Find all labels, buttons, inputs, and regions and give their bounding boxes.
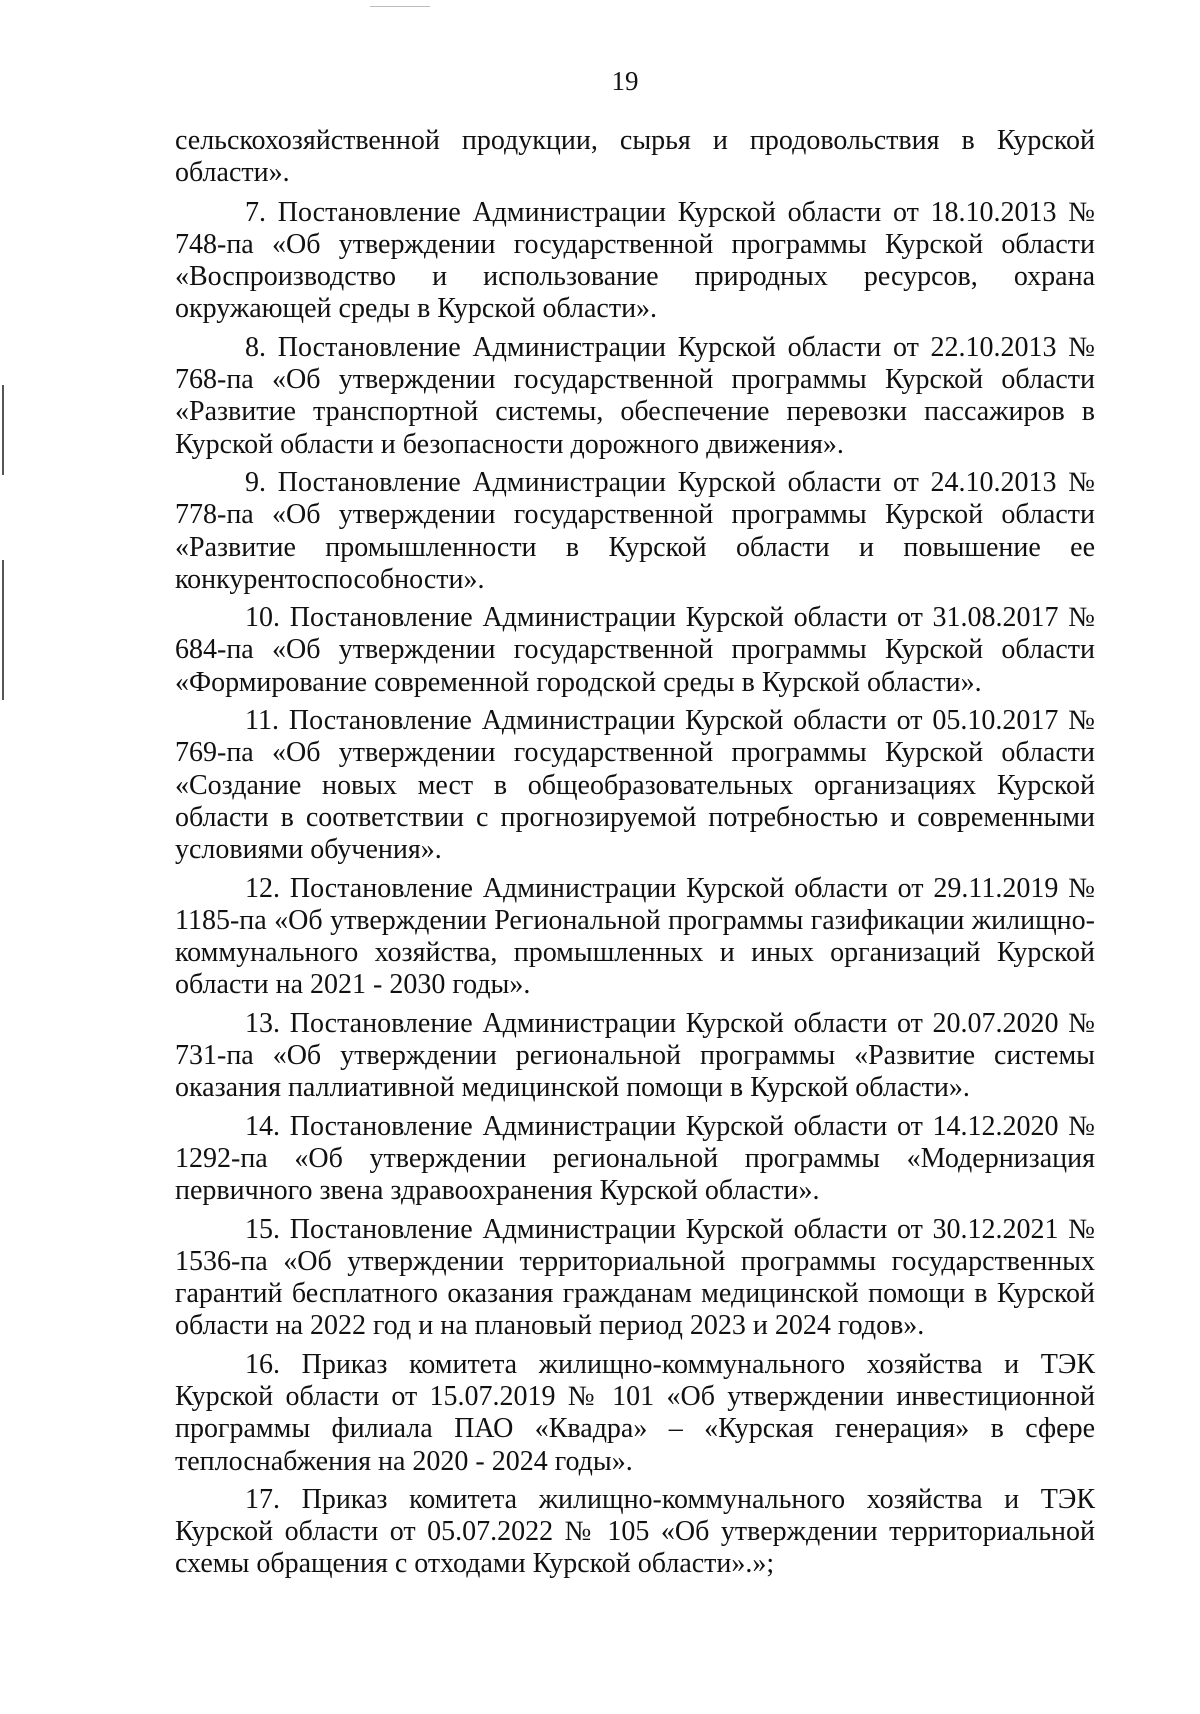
list-item-14: 14. Постановление Администрации Курской области от 14.12.2020 № 1292-па «Об утверждении региональной программы «Модернизация первичного звена здравоохранения Курской области». — [175, 1110, 1095, 1207]
list-item-17: 17. Приказ комитета жилищно-коммунального хозяйства и ТЭК Курской области от 05.07.2022 № 105 «Об утверждении территориальной схемы обращения с отходами Курской области».»; — [175, 1483, 1095, 1580]
document-body — [175, 125, 1095, 1587]
paragraph-continuation: сельскохозяйственной продукции, сырья и продовольствия в Курской области». — [175, 125, 1095, 189]
page-number: 19 — [611, 66, 639, 96]
list-item-12: 12. Постановление Администрации Курской области от 29.11.2019 № 1185-па «Об утверждении Региональной программы газификации жилищно-коммунального хозяйства, промышленных и иных организаций Курской области на 2021 - 2030 годы». — [175, 872, 1095, 1001]
list-item-8: 8. Постановление Администрации Курской области от 22.10.2013 № 768-па «Об утверждении государственной программы Курской области «Развитие транспортной системы, обеспечение перевозки пассажиров в Курской области и безопасности дорожного движения». — [175, 331, 1095, 460]
list-item-10: 10. Постановление Администрации Курской области от 31.08.2017 № 684-па «Об утверждении государственной программы Курской области «Формирование современной городской среды в Курской области». — [175, 602, 1095, 698]
list-item-13: 13. Постановление Администрации Курской области от 20.07.2020 № 731-па «Об утверждении региональной программы «Развитие системы оказания паллиативной медицинской помощи в Курской области». — [175, 1007, 1095, 1104]
list-item-7: 7. Постановление Администрации Курской области от 18.10.2013 № 748-па «Об утверждении государственной программы Курской области «Воспроизводство и использование природных ресурсов, охрана окружающей среды в Курской области». — [175, 196, 1095, 325]
list-item-11: 11. Постановление Администрации Курской области от 05.10.2017 № 769-па «Об утверждении государственной программы Курской области «Создание новых мест в общеобразовательных организациях Курской области в соответствии с прогнозируемой потребностью и современными условиями обучения». — [175, 705, 1095, 866]
scan-artifact-left-lower — [2, 560, 4, 700]
list-item-15: 15. Постановление Администрации Курской области от 30.12.2021 № 1536-па «Об утверждении территориальной программы государственных гарантий бесплатного оказания гражданам медицинской помощи в Курской области на 2022 год и на плановый период 2023 и 2024 годов». — [175, 1213, 1095, 1342]
scan-artifact-top — [370, 6, 430, 7]
scan-artifact-left — [2, 385, 4, 475]
list-item-16: 16. Приказ комитета жилищно-коммунального хозяйства и ТЭК Курской области от 15.07.2019 № 101 «Об утверждении инвестиционной программы филиала ПАО «Квадра» – «Курская генерация» в сфере теплоснабжения на 2020 - 2024 годы». — [175, 1348, 1095, 1477]
list-item-9: 9. Постановление Администрации Курской области от 24.10.2013 № 778-па «Об утверждении государственной программы Курской области «Развитие промышленности в Курской области и повышение ее конкурентоспособности». — [175, 466, 1095, 595]
